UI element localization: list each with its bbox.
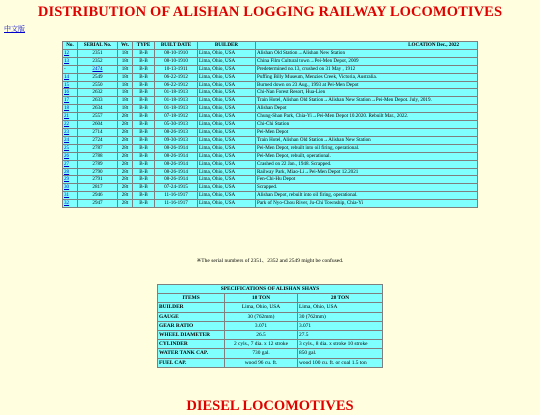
built-date: 05-30-1913: [155, 121, 197, 128]
loco-number-link[interactable]: 21: [63, 113, 77, 120]
location: Puffing Billy Museum, Menzies Creek, Victoria, Australia.: [256, 74, 477, 81]
col-location: LOCATION Dec., 2022: [256, 42, 477, 49]
serial-number: 2633: [78, 97, 117, 104]
location: China Film Cultural town→Pei-Men Depot, 2009: [256, 58, 477, 65]
serial-number: 2790: [78, 169, 117, 176]
location: Burned down on 23 Aug., 1993 at Pei-Men Depot: [256, 82, 477, 89]
table-row: [63, 192, 477, 199]
table-row: [158, 322, 382, 330]
table-row: [63, 153, 477, 160]
location: Predetermined no.13, crushed on 31 May , 1912: [256, 66, 477, 73]
builder: Lima, Ohio, USA: [198, 161, 255, 168]
location: Pei-Men Depot, rebuilt, operational.: [256, 153, 477, 160]
weight: 18t: [118, 89, 132, 96]
loco-type: B-B: [133, 137, 154, 144]
shays-header-row: [158, 294, 382, 302]
location: Alishan Old Station→Alishan New Station: [256, 50, 477, 57]
table-row: [63, 113, 477, 120]
built-date: 08-26-1914: [155, 169, 197, 176]
builder: Lima, Ohio, USA: [198, 129, 255, 136]
loco-type: B-B: [133, 82, 154, 89]
builder: Lima, Ohio, USA: [198, 74, 255, 81]
serial-number: 2604: [78, 121, 117, 128]
loco-number-link[interactable]: 14: [63, 74, 77, 81]
table-row: [158, 349, 382, 357]
table-row: [158, 331, 382, 339]
spec-18-ton: Lima, Ohio, USA: [225, 303, 297, 311]
location: Railway Park, Miao-Li→Pei-Men Depot 12.2021: [256, 169, 477, 176]
loco-type: B-B: [133, 74, 154, 81]
loco-type: B-B: [133, 161, 154, 168]
location: Park of Nyo-Chou River, Ju-Chi Township, Chia-Yi: [256, 200, 477, 207]
col-wt: Wt.: [118, 42, 132, 49]
location: Chi-Chi Station: [256, 121, 477, 128]
loco-type: B-B: [133, 200, 154, 207]
serial-number: 2557: [78, 113, 117, 120]
weight: 18t: [118, 74, 132, 81]
spec-label: GAUGE: [158, 313, 224, 321]
serial-number: 2632: [78, 89, 117, 96]
weight: 28t: [118, 153, 132, 160]
serial-number-note: ※The serial numbers of 2351、2352 and 2549 might be confused.: [196, 258, 344, 264]
spec-18-ton: 3.071: [225, 322, 297, 330]
table-row: [63, 176, 477, 183]
spec-18-ton: 30 (762mm): [225, 313, 297, 321]
built-date: 07-18-1912: [155, 113, 197, 120]
col-18-ton: 18 TON: [225, 294, 297, 302]
builder: Lima, Ohio, USA: [198, 89, 255, 96]
shays-caption: SPECIFICATIONS OF ALISHAN SHAYS: [158, 285, 382, 293]
location: Crashed on 22 Jan., 1948. Scrapped.: [256, 161, 477, 168]
loco-number-link[interactable]: 31: [63, 192, 77, 199]
spec-28-ton: 3 cyls., 8 dia. x stroke 10 stroke: [298, 340, 382, 348]
location: Fen-Chi-Hu Depot: [256, 176, 477, 183]
spec-label: FUEL CAP.: [158, 359, 224, 367]
weight: 28t: [118, 129, 132, 136]
weight: 18t: [118, 50, 132, 57]
built-date: 01-18-1913: [155, 89, 197, 96]
weight: 28t: [118, 161, 132, 168]
builder: Lima, Ohio, USA: [198, 184, 255, 191]
spec-28-ton: 27.5: [298, 331, 382, 339]
loco-type: B-B: [133, 113, 154, 120]
table-row: [63, 89, 477, 96]
builder: Lima, Ohio, USA: [198, 82, 255, 89]
chinese-version-link[interactable]: 中文版: [4, 25, 25, 33]
table-row: [63, 121, 477, 128]
page-title: DISTRIBUTION OF ALISHAN LOGGING RAILWAY LOCOMOTIVES: [37, 4, 503, 20]
spec-label: WHEEL DIAMETER: [158, 331, 224, 339]
loco-number-link[interactable]: 16: [63, 89, 77, 96]
built-date: 09-30-1913: [155, 137, 197, 144]
shays-table-body: [158, 303, 382, 366]
built-date: 08-26-1914: [155, 153, 197, 160]
table-row: [63, 50, 477, 57]
loco-number-link[interactable]: 27: [63, 161, 77, 168]
loco-type: B-B: [133, 50, 154, 57]
loco-type: B-B: [133, 66, 154, 73]
weight: 18t: [118, 58, 132, 65]
table-row: [63, 66, 477, 73]
built-date: 08-26-1914: [155, 161, 197, 168]
weight: 18t: [118, 105, 132, 112]
loco-type: B-B: [133, 184, 154, 191]
builder: Lima, Ohio, USA: [198, 153, 255, 160]
location: Alishan Depot: [256, 105, 477, 112]
builder: Lima, Ohio, USA: [198, 176, 255, 183]
serial-number[interactable]: 2474: [78, 66, 117, 73]
locomotive-table: [62, 41, 478, 208]
weight: 28t: [118, 176, 132, 183]
loco-type: B-B: [133, 192, 154, 199]
loco-number-link: -: [63, 66, 77, 73]
built-date: 08-26-1914: [155, 145, 197, 152]
loco-number-link[interactable]: 23: [63, 129, 77, 136]
table-row: [63, 200, 477, 207]
built-date: 01-18-1913: [155, 97, 197, 104]
built-date: 06-22-1912: [155, 82, 197, 89]
table-row: [63, 82, 477, 89]
weight: 28t: [118, 200, 132, 207]
builder: Lima, Ohio, USA: [198, 121, 255, 128]
loco-type: B-B: [133, 169, 154, 176]
serial-number: 2787: [78, 145, 117, 152]
serial-number: 2550: [78, 82, 117, 89]
loco-number-link[interactable]: 22: [63, 121, 77, 128]
table-row: [63, 145, 477, 152]
serial-number: 2791: [78, 176, 117, 183]
loco-type: B-B: [133, 129, 154, 136]
builder: Lima, Ohio, USA: [198, 50, 255, 57]
loco-number-link[interactable]: 28: [63, 169, 77, 176]
serial-number: 2714: [78, 129, 117, 136]
loco-number-link[interactable]: 17: [63, 97, 77, 104]
spec-28-ton: 850 gal.: [298, 349, 382, 357]
loco-number-link[interactable]: 32: [63, 200, 77, 207]
weight: 28t: [118, 169, 132, 176]
loco-type: B-B: [133, 145, 154, 152]
serial-number: 2946: [78, 192, 117, 199]
loco-type: B-B: [133, 58, 154, 65]
location: Scrapped.: [256, 184, 477, 191]
loco-number-link[interactable]: 29: [63, 176, 77, 183]
loco-type: B-B: [133, 176, 154, 183]
serial-number: 2947: [78, 200, 117, 207]
spec-18-ton: 730 gal.: [225, 349, 297, 357]
loco-number-link[interactable]: 12: [63, 50, 77, 57]
table-row: [63, 184, 477, 191]
location: Chi-Nan Forest Resort, Hua-Lien: [256, 89, 477, 96]
weight: 28t: [118, 121, 132, 128]
spec-18-ton: 2 cyls., 7 dia. x 12 stroke: [225, 340, 297, 348]
table-row: [63, 137, 477, 144]
loco-number-link[interactable]: 18: [63, 105, 77, 112]
table-row: [63, 58, 477, 65]
weight: 28t: [118, 192, 132, 199]
weight: 18t: [118, 82, 132, 89]
weight: 28t: [118, 137, 132, 144]
loco-type: B-B: [133, 97, 154, 104]
weight: 18t: [118, 66, 132, 73]
builder: Lima, Ohio, USA: [198, 97, 255, 104]
weight: 28t: [118, 145, 132, 152]
spec-18-ton: wood 96 cu. ft.: [225, 359, 297, 367]
built-date: 08-10-1910: [155, 50, 197, 57]
location: Alishan Depot, rebuilt into oil firing, operational.: [256, 192, 477, 199]
spec-18-ton: 26.5: [225, 331, 297, 339]
serial-number: 2788: [78, 153, 117, 160]
loco-number-link[interactable]: 15: [63, 82, 77, 89]
serial-number: 2724: [78, 137, 117, 144]
serial-number: 2817: [78, 184, 117, 191]
spec-28-ton: 30 (762mm): [298, 313, 382, 321]
weight: 28t: [118, 184, 132, 191]
location: Train Hotel, Alishan Old Station→Alishan New Station: [256, 137, 477, 144]
loco-number-link[interactable]: 30: [63, 184, 77, 191]
builder: Lima, Ohio, USA: [198, 200, 255, 207]
built-date: 01-18-1913: [155, 105, 197, 112]
builder: Lima, Ohio, USA: [198, 145, 255, 152]
table-row: [63, 161, 477, 168]
locomotive-table-header: [63, 42, 477, 49]
locomotive-table-body: [63, 50, 477, 207]
built-date: 07-24-1915: [155, 184, 197, 191]
location: Train Hotel, Alishan Old Station→Alishan New Station→Pei-Men Depot. July, 2019.: [256, 97, 477, 104]
loco-number-link[interactable]: 24: [63, 137, 77, 144]
spec-label: CYLINDER: [158, 340, 224, 348]
col-items: ITEMS: [158, 294, 224, 302]
built-date: 08-26-1913: [155, 129, 197, 136]
col-no: No.: [63, 42, 77, 49]
table-row: [158, 313, 382, 321]
loco-type: B-B: [133, 89, 154, 96]
builder: Lima, Ohio, USA: [198, 137, 255, 144]
shays-caption-row: [158, 285, 382, 293]
spec-label: WATER TANK CAP.: [158, 349, 224, 357]
table-row: [63, 97, 477, 104]
serial-number: 2352: [78, 58, 117, 65]
col-builder: BUILDER: [198, 42, 255, 49]
loco-type: B-B: [133, 105, 154, 112]
weight: 28t: [118, 113, 132, 120]
col-28-ton: 28 TON: [298, 294, 382, 302]
built-date: 08-10-1910: [155, 58, 197, 65]
table-row: [158, 303, 382, 311]
built-date: 10-13-1911: [155, 66, 197, 73]
col-serial: SERIAL No.: [78, 42, 117, 49]
table-row: [63, 74, 477, 81]
loco-number-link[interactable]: 25: [63, 145, 77, 152]
serial-number: 2634: [78, 105, 117, 112]
serial-number: 2789: [78, 161, 117, 168]
spec-28-ton: 3.071: [298, 322, 382, 330]
spec-label: BUILDER: [158, 303, 224, 311]
location: Chung-Shan Park, Chia-Yi→Pei-Men Depot 10.2020. Rebuilt Mar., 2022.: [256, 113, 477, 120]
col-built-date: BUILT DATE: [155, 42, 197, 49]
built-date: 08-26-1914: [155, 176, 197, 183]
spec-28-ton: wood 100 cu. ft. or coal 1.5 ton: [298, 359, 382, 367]
loco-type: B-B: [133, 153, 154, 160]
builder: Lima, Ohio, USA: [198, 66, 255, 73]
table-row: [63, 105, 477, 112]
shays-spec-table: [157, 284, 383, 368]
weight: 18t: [118, 97, 132, 104]
built-date: 11-16-1917: [155, 192, 197, 199]
loco-type: B-B: [133, 121, 154, 128]
built-date: 11-16-1917: [155, 200, 197, 207]
table-row: [63, 169, 477, 176]
spec-label: GEAR RATIO: [158, 322, 224, 330]
table-row: [63, 129, 477, 136]
builder: Lima, Ohio, USA: [198, 113, 255, 120]
loco-number-link[interactable]: 26: [63, 153, 77, 160]
spec-28-ton: Lima, Ohio, USA: [298, 303, 382, 311]
location: Pei-Men Depot, rebuilt into oil firing, operational.: [256, 145, 477, 152]
location: Pei-Men Depot: [256, 129, 477, 136]
table-row: [158, 340, 382, 348]
serial-number: 2351: [78, 50, 117, 57]
builder: Lima, Ohio, USA: [198, 192, 255, 199]
diesel-section-title: DIESEL LOCOMOTIVES: [186, 398, 354, 414]
builder: Lima, Ohio, USA: [198, 58, 255, 65]
builder: Lima, Ohio, USA: [198, 105, 255, 112]
serial-number: 2549: [78, 74, 117, 81]
col-type: TYPE: [133, 42, 154, 49]
table-row: [158, 359, 382, 367]
built-date: 06-22-1912: [155, 74, 197, 81]
loco-number-link[interactable]: 13: [63, 58, 77, 65]
builder: Lima, Ohio, USA: [198, 169, 255, 176]
